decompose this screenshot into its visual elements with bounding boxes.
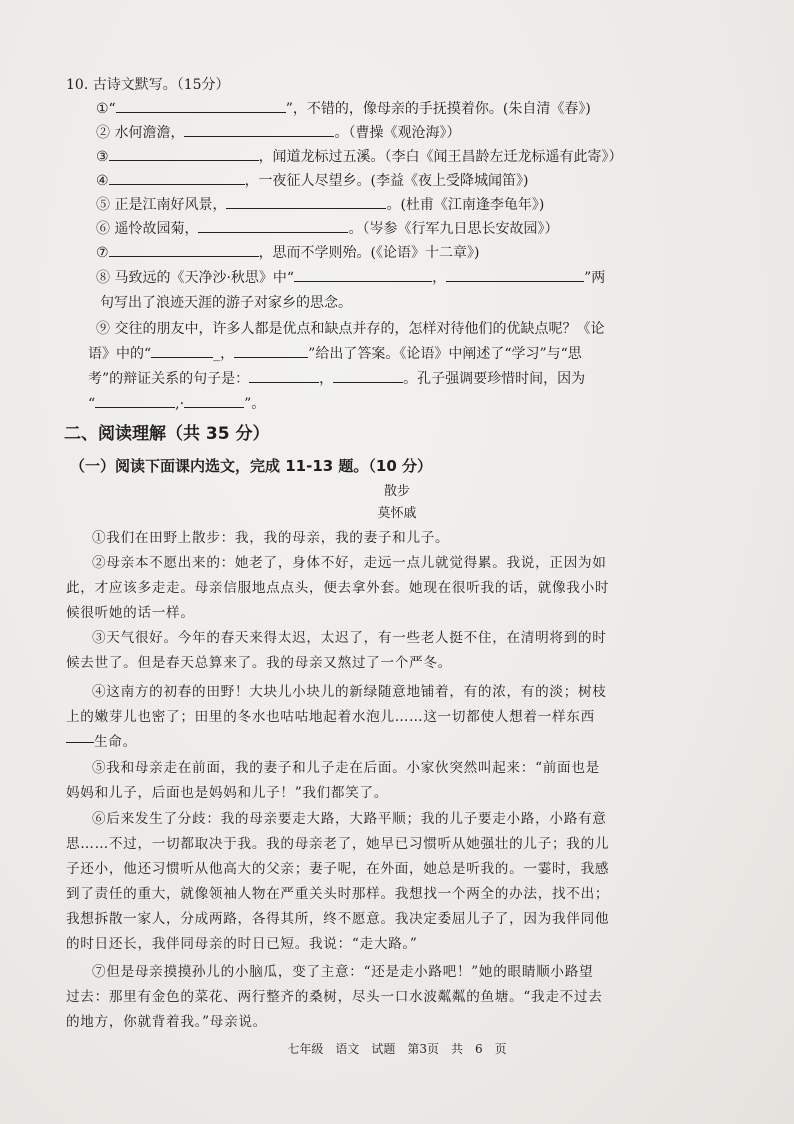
section-2-heading: 二、阅读理解（共 35 分） [64,424,270,444]
item-3-prefix: ③ [96,149,109,165]
article-para-7-line-2: 过去：那里有金色的菜花、两行整齐的桑树，尽头一口水波粼粼的鱼塘。“我走不过去 [66,989,603,1005]
q10-item-2 [96,122,460,142]
item-8-mid: ， [432,270,447,286]
item-5-suffix: 。(杜甫《江南逢李龟年》) [386,197,545,213]
q10-item-9-line-1: ⑨ 交往的朋友中，许多人都是优点和缺点并存的，怎样对待他们的优缺点呢？《论 [96,321,605,337]
em-dash [66,742,94,743]
article-para-2-line-2: 此，才应该多走走。母亲信服地点点头，便去拿外套。她现在很听我的话，就像我小时 [66,580,610,596]
item-2-suffix: 。（曹操《观沧海》） [334,125,461,141]
article-para-3-line-2: 候去世了。但是春天总算来了。我的母亲又熬过了一个严冬。 [66,655,452,671]
section-2-part-1-heading: （一）阅读下面课内选文，完成 11-13 题。（10 分） [70,457,433,475]
page-footer: 七年级 语文 试题 第3页 共 6 页 [287,1042,507,1056]
item-1-prefix: ①“ [96,101,116,117]
item-5-prefix: ⑤ 正是江南好风景， [96,197,227,213]
article-para-1: ①我们在田野上散步：我，我的母亲，我的妻子和儿子。 [92,530,450,546]
article-para-5-line-2: 妈妈和儿子，后面也是妈妈和儿子！”我们都笑了。 [66,785,389,801]
answer-blank[interactable] [294,268,432,282]
item-8-prefix: ⑧ 马致远的《天净沙·秋思》中“ [96,270,295,286]
q10-item-9-line-3 [88,368,585,388]
article-para-6-line-2: 思……不过，一切都取决于我。我的母亲老了，她早已习惯听从她强壮的儿子；我的儿 [66,836,610,852]
article-para-3-line-1: ③天气很好。今年的春天来得太迟，太迟了，有一些老人挺不住，在清明将到的时 [92,630,607,646]
answer-blank[interactable] [446,268,584,282]
q10-item-1 [96,98,591,118]
article-para-4-end: 生命。 [94,734,137,750]
item-9-text-g: “ [88,396,96,412]
article-para-6-line-6: 的时日还长，我伴同母亲的时日已短。我说：“走大路。” [66,936,418,952]
item-4-prefix: ④ [96,173,109,189]
answer-blank[interactable] [109,171,245,185]
answer-blank[interactable] [109,243,259,257]
item-1-suffix: ”，不错的，像母亲的手抚摸着你。(朱自清《春》) [285,101,591,117]
item-3-suffix: ，闻道龙标过五溪。（李白《闻王昌龄左迁龙标遥有此寄》） [258,149,623,165]
item-8-suffix: ”两 [584,270,606,286]
article-para-2-line-1: ②母亲本不愿出来的：她老了，身体不好，走远一点儿就觉得累。我说，正因为如 [92,555,607,571]
article-para-2-line-3: 候很听她的话一样。 [66,605,195,621]
item-9-text-a: 语》中的“ [88,346,152,362]
item-9-text-i: ”。 [244,396,266,412]
article-para-4-line-2: 上的嫩芽儿也密了；田里的冬水也咕咕地起着水泡儿……这一切都使人想着一样东西 [66,709,595,725]
article-title: 散步 [383,484,410,499]
article-author: 莫怀戚 [377,506,417,521]
article-para-6-line-1: ⑥后来发生了分歧：我的母亲要走大路，大路平顺；我的儿子要走小路，小路有意 [92,811,607,827]
item-4-suffix: ，一夜征人尽望乡。(李益《夜上受降城闻笛》) [244,173,529,189]
item-6-prefix: ⑥ 遥怜故园菊， [96,221,199,237]
q10-item-8 [96,267,605,287]
item-9-text-f: 。孔子强调要珍惜时间，因为 [403,371,586,387]
q10-item-9-line-4 [88,393,265,413]
item-9-text-d: 考”的辩证关系的句子是： [88,371,250,387]
item-6-suffix: 。（岑参《行军九日思长安故园》） [348,221,559,237]
answer-blank[interactable] [333,369,403,383]
answer-blank[interactable] [184,394,244,408]
item-9-text-e: ， [319,371,334,387]
answer-blank[interactable] [198,219,348,233]
item-9-text-c: ”给出了答案。《论语》中阐述了“学习”与“思 [308,346,582,362]
answer-blank[interactable] [234,344,308,358]
item-7-prefix: ⑦ [96,245,109,261]
article-para-6-line-4: 到了责任的重大，就像领袖人物在严重关头时那样。我想找一个两全的办法，找不出； [66,886,610,902]
q10-item-5 [96,194,544,214]
q10-item-7 [96,242,480,262]
answer-blank[interactable] [226,195,386,209]
item-7-suffix: ，思而不学则殆。(《论语》十二章》) [258,245,480,261]
article-para-7-line-1: ⑦但是母亲摸摸孙儿的小脑瓜，变了主意：“还是走小路吧！”她的眼睛顺小路望 [92,964,594,980]
item-2-prefix: ② 水何澹澹， [96,125,185,141]
answer-blank[interactable] [184,123,334,137]
answer-blank[interactable] [109,147,259,161]
answer-blank[interactable] [249,369,319,383]
article-para-6-line-3: 子还小，他还习惯听从他高大的父亲；妻子呢，在外面，她总是听我的。一霎时，我感 [66,861,610,877]
answer-blank[interactable] [95,394,175,408]
item-9-text-b: _， [213,346,235,362]
q10-item-8-continued: 句写出了浪迹天涯的游子对家乡的思念。 [100,295,352,311]
answer-blank[interactable] [151,344,213,358]
q10-item-6 [96,218,558,238]
q10-item-4 [96,170,529,190]
article-para-4-line-3 [66,730,137,750]
article-para-6-line-5: 我想拆散一家人，分成两路，各得其所，终不愿意。我决定委屈儿子了，因为我伴同他 [66,911,610,927]
q10-item-3 [96,146,623,166]
question-10-heading: 10. 古诗文默写。（15分） [66,77,230,93]
article-para-4-line-1: ④这南方的初春的田野！大块儿小块儿的新绿随意地铺着，有的浓，有的淡；树枝 [92,684,607,700]
item-9-text-h: ,· [175,396,185,412]
article-para-7-line-3: 的地方，你就背着我。”母亲说。 [66,1014,267,1030]
q10-item-9-line-2 [88,343,582,363]
answer-blank[interactable] [116,99,286,113]
article-para-5-line-1: ⑤我和母亲走在前面，我的妻子和儿子走在后面。小家伙突然叫起来：“前面也是 [92,760,600,776]
